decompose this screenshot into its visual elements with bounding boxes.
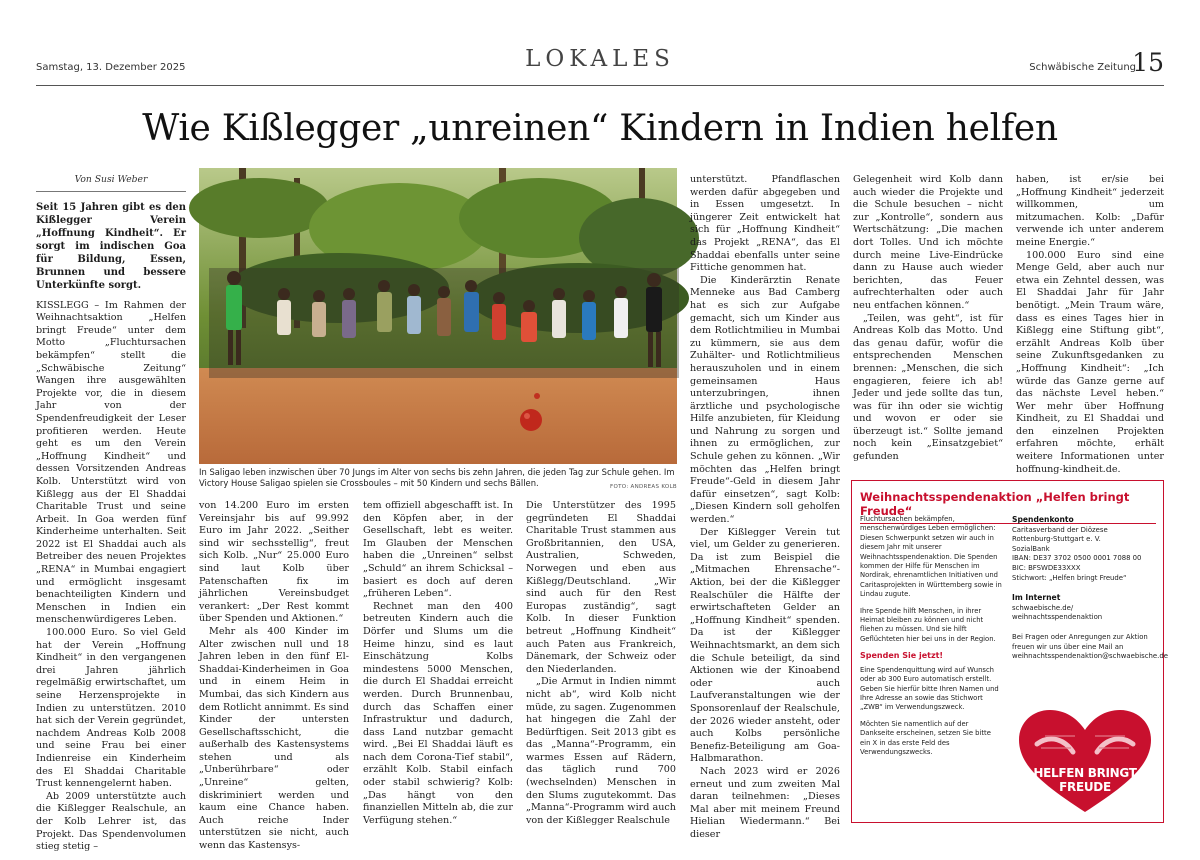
box-paragraph: Fluchtursachen bekämpfen, menschenwürdiges Leben ermöglichen: Diesen Schwerpunkt setzen wir auch in diesem Jahr mit unserer Weihnachtsspendenaktion. Die Spenden kommen der Hilfe für Menschen im Nordirak, ehrenamtlichen Initiativen und Caritasprojekten in Württemberg sowie in Lindau zugute. xyxy=(860,515,1002,599)
contact-text: Bei Fragen oder Anregungen zur Aktion freuen wir uns über eine Mail an weihnachtsspendenaktion@schwaebische.de xyxy=(1012,632,1168,661)
paragraph: Ab 2009 unterstützte auch die Kißlegger Realschule, an der Kolb Lehrer ist, das Projekt. Das Spendenvolumen stieg stetig – xyxy=(36,790,186,853)
section-title: LOKALES xyxy=(525,46,675,72)
photo-children-playing-boules xyxy=(199,168,677,464)
article-column-4 xyxy=(526,500,676,826)
bank-line: Caritasverband der Diözese xyxy=(1012,525,1108,534)
page-header xyxy=(36,44,1164,86)
paragraph: unterstützt. Pfandflaschen werden dafür abgegeben und in Essen umgesetzt. In jüngerer Zeit entwickelt hat sich für „Hoffnung Kindheit“ das Projekt „RENA“, das El Shaddai ebenfalls unter seine Fittiche genommen hat. xyxy=(690,174,840,274)
paragraph: tem offiziell abgeschafft ist. In den Köpfen aber, in der Gesellschaft, lebt es weiter. Im Glauben der Menschen haben die „Unreinen“ selbst „Schuld“ an ihrem Schicksal – basiert es doch auf deren „früheren Leben“. xyxy=(363,500,513,600)
article-headline: Wie Kißlegger „unreinen“ Kindern in Indien helfen xyxy=(142,108,1058,149)
article-column-2 xyxy=(199,500,349,852)
box-left-column xyxy=(860,515,1002,764)
article-column-6 xyxy=(853,174,1003,470)
photo-credit: FOTO: ANDREAS KOLB xyxy=(610,484,677,490)
page-number: 15 xyxy=(1132,48,1164,77)
donation-info-box xyxy=(851,480,1168,823)
bank-account-heading: Spendenkonto xyxy=(1012,515,1074,524)
byline: Von Susi Weber xyxy=(36,174,186,192)
article-column-5 xyxy=(690,174,840,840)
bank-line: IBAN: DE37 3702 0500 0001 7088 00 xyxy=(1012,554,1142,563)
paragraph: 100.000 Euro. So viel Geld hat der Verein „Hoffnung Kindheit“ in den vergangenen drei Jahren jährlich regelmäßig erwirtschaftet, um seine Herzensprojekte in Indien zu unterstützen. 2010 hat sich der Verein gegründet, nachdem Andreas Kolb 2008 und seine Frau bei einer Indienreise ein Kinderheim des El Shaddai Charitable Trust kennengelernt haben. xyxy=(36,627,186,790)
bank-line: Rottenburg-Stuttgart e. V. xyxy=(1012,535,1101,544)
box-paragraph: Möchten Sie namentlich auf der Dankseite erscheinen, setzen Sie bitte ein X in das erste Feld des Verwendungszwecks. xyxy=(860,719,991,756)
paragraph: Die Kinderärztin Renate Menneke aus Bad Camberg hat es sich zur Aufgabe gemacht, sich um Kinder aus dem Rotlichtmilieu in Mumbai zu kümmern, sie aus dem Zuhälter- und Rotlichtmilieus herauszuholen und in einem gemeinsamen Haus unterzubringen, ihnen ärztliche und psychologische Hilfe anzubieten, für Kleidung und Nahrung zu sorgen und ihnen zu ermöglichen, zur Schule gehen zu können. „Wir möchten das „Helfen bringt Freude“-Geld in diesem Jahr dafür einsetzen“, sagt Kolb: „Diesen Kindern soll geholfen werden.“ xyxy=(690,274,840,526)
bank-line: SozialBank xyxy=(1012,544,1050,553)
paragraph: Gelegenheit wird Kolb dann auch wieder die Projekte und die Schule besuchen – nicht zur „Kontrolle“, sondern aus Wertschätzung: „Die machen dort Tolles. Und ich möchte durch meine Live-Eindrücke dann zu Hause auch wieder berichten, das Feuer aufrechterhalten oder auch neu entfachen können.“ xyxy=(853,174,1003,311)
paragraph: Mehr als 400 Kinder im Alter zwischen null und 18 Jahren leben in den fünf El-Shaddai-Kinderheimen in Goa und in einem Heim in Mumbai, das sich Kindern aus dem Rotlicht annimmt. Es sind Kinder der untersten Gesellschaftsschicht, die außerhalb des Kastensystems stehen und als „Unberührbare“ oder „Unreine“ gelten, diskriminiert werden und kaum eine Chance haben. Auch reiche Inder unterstützen sie nicht, auch wenn das Kastensys- xyxy=(199,625,349,852)
donate-now-heading: Spenden Sie jetzt! xyxy=(860,651,944,661)
paragraph: Nach 2023 wird er 2026 erneut und zum zweiten Mal daran teilnehmen: „Dieses Mal aber mit meinem Freund Hielian Wiedermann.“ Bei dieser xyxy=(690,765,840,840)
article-column-1 xyxy=(36,174,186,853)
paragraph: KISSLEGG – Im Rahmen der Weihnachtsaktion „Helfen bringt Freude“ unter dem Motto „Fluchtursachen bekämpfen“ stellt die „Schwäbische Zeitung“ Wangen ihre ausgewählten Projekte vor, die in diesem Jahr von der Spendenfreudigkeit der Leser profitieren werden. Heute geht es um den Verein „Hoffnung Kindheit“ und dessen Vorsitzenden Andreas Kolb. Unterstützt wird von Kißlegg aus der El Shaddai Charitable Trust und seine Arbeit. In Goa werden fünf Kinderheime unterhalten. Seit 2022 ist El Shaddai auch als Betreiber des neuen Projektes „RENA“ in Mumbai engagiert und ermöglicht insgesamt benachteiligten Kindern und Menschen in Indien ein menschenwürdigeres Leben. xyxy=(36,299,186,626)
article-column-3 xyxy=(363,500,513,826)
newspaper-name: Schwäbische Zeitung xyxy=(1029,62,1136,73)
paragraph: „Die Armut in Indien nimmt nicht ab“, wird Kolb nicht müde, zu sagen. Zugenommen hat hingegen die Zahl der Bedürftigen. Seit 2013 gibt es das „Manna“-Programm, ein warmes Essen auf Rädern, das täglich rund 700 (wechselnden) Menschen in den Slums zugutekommt. Das „Manna“-Programm wird auch von der Kißlegger Realschule xyxy=(526,676,676,826)
paragraph: haben, ist er/sie bei „Hoffnung Kindheit“ jederzeit willkommen, um mitzumachen. Kolb: „Dafür verwende ich unter anderem meine Energie.“ xyxy=(1016,174,1164,248)
bank-line: Stichwort: „Helfen bringt Freude“ xyxy=(1012,573,1127,582)
internet-block xyxy=(1012,593,1158,623)
paragraph: Rechnet man den 400 betreuten Kindern auch die Dörfer und Slums um die Heime hinzu, sind es laut Einschätzung Kolbs mindestens 5000 Menschen, die durch El Shaddai erreicht werden. Durch Brunnenbau, durch das Schaffen einer Infrastruktur und dadurch, dass Land nutzbar gemacht wird. „Bei El Shaddai läuft es nach dem Corona-Tief stabil“, erzählt Kolb. Stabil einfach oder stabil schwierig? Kolb: „Das hängt von den finanziellen Mitteln ab, die zur Verfügung stehen.“ xyxy=(363,600,513,826)
caption-text: In Saligao leben inzwischen über 70 Jungs im Alter von sechs bis zehn Jahren, die jeden Tag zur Schule gehen. Im Victory House Saligao spielen sie Crossboules – mit 50 Kindern und sechs Bällen. xyxy=(199,467,675,488)
issue-date: Samstag, 13. Dezember 2025 xyxy=(36,62,186,73)
article-lead: Seit 15 Jahren gibt es den Kißlegger Verein „Hoffnung Kindheit“. Er sorgt im indischen Goa für Bildung, Essen, Brunnen und bessere Unterkünfte sorgt. xyxy=(36,201,186,291)
website-link[interactable]: weihnachtsspendenaktion xyxy=(1012,613,1103,622)
box-paragraph: Ihre Spende hilft Menschen, in ihrer Heimat bleiben zu können und nicht fliehen zu müssen. Und sie hilft Geflüchteten hier bei uns in der Region. xyxy=(860,606,996,643)
article-column-7 xyxy=(1016,174,1164,475)
paragraph: Die Unterstützer des 1995 gegründeten El Shaddai Charitable Trust stammen aus Großbritannien, den USA, Australien, Schweden, Norwegen und eben aus Kißlegg/Deutschland. „Wir sind auch für den Rest Europas zuständig“, sagt Kolb. In dieser Funktion betreut „Hoffnung Kindheit“ auch Paten aus Frankreich, Dänemark, der Schweiz oder den Niederlanden. xyxy=(526,500,676,675)
box-paragraph: Eine Spendenquittung wird auf Wunsch oder ab 300 Euro automatisch erstellt. Geben Sie hierfür bitte Ihren Namen und Ihre Adresse an sowie das Stichwort „ZWB“ im Verwendungszweck. xyxy=(860,665,999,712)
bank-account-block xyxy=(1012,515,1158,583)
internet-heading: Im Internet xyxy=(1012,593,1061,603)
paragraph: „Teilen, was geht“, ist für Andreas Kolb das Motto. Und das genau dafür, wofür die entsprechenden Menschen brennen: „Menschen, die sich engagieren, feiere ich ab! Jeder und jede sollte das tun, was für ihn oder sie wichtig und wovon er oder sie überzeugt ist.“ Sollte jemand noch kein „Einsatzgebiet“ gefunden xyxy=(853,312,1003,463)
paragraph: von 14.200 Euro im ersten Vereinsjahr bis auf 99.992 Euro im Jahr 2022. „Seither sind wir sechsstellig“, freut sich Kolb. „Nur“ 25.000 Euro sind laut Kolb über Patenschaften fix im jährlichen Vereinsbudget verankert: „Der Rest kommt über Spenden und Aktionen.“ xyxy=(199,500,349,625)
paragraph: Der Kißlegger Verein tut viel, um Gelder zu generieren. Da ist zum Beispiel die „Mitmachen Ehrensache“-Aktion, bei der die Kißlegger Realschüler die Hälfte der erwirtschafteten Gelder an „Hoffnung Kindheit“ spenden. Da ist der Kißlegger Weihnachtsmarkt, an dem sich die Schule beteiligt, da sind Aktionen wie der Kinoabend oder auch Laufveranstaltungen wie der Sponsorenlauf der Realschule, der 2026 wieder ansteht, oder auch Kolbs persönliche Benefiz-Beteiligung am Goa-Halbmarathon. xyxy=(690,526,840,765)
box-title: Weihnachtsspendenaktion „Helfen bringt Freude“ xyxy=(860,490,1156,524)
campaign-logo xyxy=(1015,706,1155,816)
website-link[interactable]: schwaebische.de/ xyxy=(1012,603,1074,612)
heart-icon xyxy=(1015,706,1155,816)
box-right-column xyxy=(1012,515,1168,672)
paragraph: 100.000 Euro sind eine Menge Geld, aber auch nur etwa ein Zehntel dessen, was El Shaddai Jahr für Jahr benötigt. „Mein Traum wäre, dass es eines Tages hier in Kißlegg eine Stiftung gibt“, erzählt Andreas Kolb über seine Zukunftsgedanken zu „Hoffnung Kindheit“: „Ich würde das Ganze gerne auf das nächste Level heben.“ Wer mehr über Hoffnung Kindheit, zu El Shaddai und den einzelnen Projekten erfahren möchte, erhält weitere Informationen unter hoffnung-kindheit.de. xyxy=(1016,249,1164,475)
campaign-logo-text: HELFEN BRINGT FREUDE xyxy=(1033,766,1137,794)
bank-line: BIC: BFSWDE33XXX xyxy=(1012,563,1081,572)
article-photo xyxy=(199,168,677,464)
photo-caption xyxy=(199,467,677,493)
